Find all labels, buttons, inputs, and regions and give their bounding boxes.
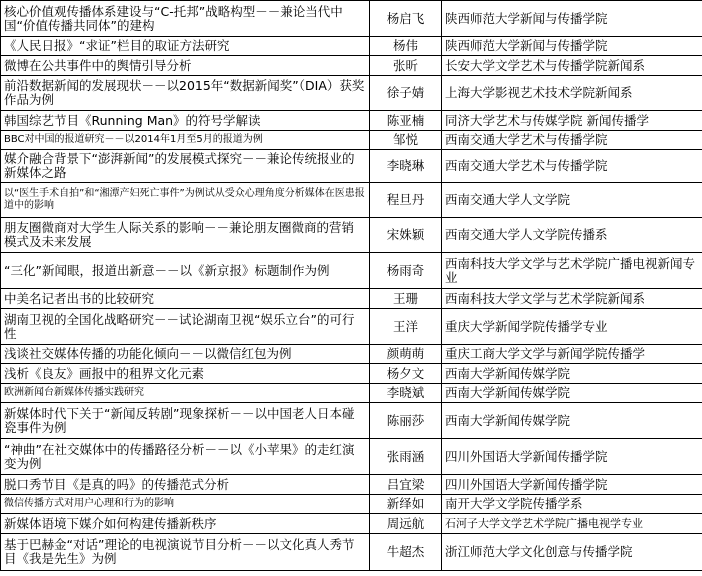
- paper-title-cell[interactable]: 浅析《良友》画报中的租界文化元素: [1, 364, 370, 384]
- school-cell[interactable]: 西南交通大学艺术与传播学院: [442, 150, 702, 183]
- school-cell[interactable]: 西南交通大学艺术与传播学院: [442, 131, 702, 150]
- author-cell[interactable]: 李晓斌: [370, 384, 442, 403]
- table-row: [1, 76, 702, 111]
- school-cell[interactable]: 西南交通大学人文学院: [442, 183, 702, 218]
- author-cell[interactable]: 邹悦: [370, 131, 442, 150]
- author-cell[interactable]: 张雨涵: [370, 439, 442, 475]
- school-cell[interactable]: 西南大学新闻传媒学院: [442, 384, 702, 403]
- paper-title-cell[interactable]: 新媒体语境下媒介如何构建传播新秩序: [1, 514, 370, 534]
- author-cell[interactable]: 陈丽莎: [370, 403, 442, 439]
- table-row: [1, 364, 702, 384]
- paper-title-cell[interactable]: 中美名记者出书的比较研究: [1, 289, 370, 309]
- school-cell[interactable]: 陕西师范大学新闻与传播学院: [442, 37, 702, 56]
- table-row: [1, 495, 702, 514]
- table-row: [1, 403, 702, 439]
- school-cell[interactable]: 西南大学新闻传媒学院: [442, 403, 702, 439]
- school-cell[interactable]: 四川外国语大学新闻传播学院: [442, 439, 702, 475]
- paper-title-cell[interactable]: 浅谈社交媒体传播的功能化倾向－－以微信红包为例: [1, 345, 370, 364]
- table-row: [1, 289, 702, 309]
- table-row: [1, 345, 702, 364]
- school-cell[interactable]: 重庆工商大学文学与新闻学院传播学: [442, 345, 702, 364]
- table-row: [1, 183, 702, 218]
- table-row: [1, 56, 702, 76]
- school-cell[interactable]: 南开大学文学院传播学系: [442, 495, 702, 514]
- author-cell[interactable]: 周远航: [370, 514, 442, 534]
- paper-title-cell[interactable]: “三化”新闻眼，报道出新意－－以《新京报》标题制作为例: [1, 253, 370, 289]
- table-row: [1, 253, 702, 289]
- paper-title-cell[interactable]: 微信传播方式对用户心理和行为的影响: [1, 495, 370, 514]
- author-cell[interactable]: 杨夕文: [370, 364, 442, 384]
- author-cell[interactable]: 颜萌萌: [370, 345, 442, 364]
- author-cell[interactable]: 牛超杰: [370, 534, 442, 571]
- school-cell[interactable]: 重庆大学新闻学院传播学专业: [442, 309, 702, 345]
- school-cell[interactable]: 四川外国语大学新闻传播学院: [442, 475, 702, 495]
- table-row: [1, 37, 702, 56]
- school-cell[interactable]: 西南科技大学文学与艺术学院新闻系: [442, 289, 702, 309]
- author-cell[interactable]: 新绎如: [370, 495, 442, 514]
- author-cell[interactable]: 杨启飞: [370, 1, 442, 37]
- table-row: [1, 439, 702, 475]
- author-cell[interactable]: 吕宜梁: [370, 475, 442, 495]
- author-cell[interactable]: 徐子婧: [370, 76, 442, 111]
- paper-title-cell[interactable]: 媒介融合背景下“澎湃新闻”的发展模式探究－－兼论传统报业的新媒体之路: [1, 150, 370, 183]
- table-row: [1, 384, 702, 403]
- school-cell[interactable]: 上海大学影视艺术技术学院新闻系: [442, 76, 702, 111]
- author-cell[interactable]: 杨雨奇: [370, 253, 442, 289]
- paper-title-cell[interactable]: 微博在公共事件中的舆情引导分析: [1, 56, 370, 76]
- table-row: [1, 514, 702, 534]
- table-row: [1, 534, 702, 571]
- paper-title-cell[interactable]: 韩国综艺节目《Running Man》的符号学解读: [1, 111, 370, 131]
- author-cell[interactable]: 李晓琳: [370, 150, 442, 183]
- school-cell[interactable]: 西南大学新闻传媒学院: [442, 364, 702, 384]
- author-cell[interactable]: 宋姝颖: [370, 218, 442, 253]
- table-row: [1, 475, 702, 495]
- paper-title-cell[interactable]: 基于巴赫金“对话”理论的电视演说节目分析－－以文化真人秀节目《我是先生》为例: [1, 534, 370, 571]
- paper-title-cell[interactable]: “神曲”在社交媒体中的传播路径分析－－以《小苹果》的走红演变为例: [1, 439, 370, 475]
- paper-title-cell[interactable]: 湖南卫视的全国化战略研究－－试论湖南卫视“娱乐立台”的可行性: [1, 309, 370, 345]
- paper-title-cell[interactable]: 以“医生手术自拍”和“湘潭产妇死亡事件”为例试从受众心理角度分析媒体在医患报道中的影响: [1, 183, 370, 218]
- paper-title-cell[interactable]: 欧洲新闻台新媒体传播实践研究: [1, 384, 370, 403]
- school-cell[interactable]: 陕西师范大学新闻与传播学院: [442, 1, 702, 37]
- school-cell[interactable]: 长安大学文学艺术与传播学院新闻系: [442, 56, 702, 76]
- school-cell[interactable]: 西南交通大学人文学院传播系: [442, 218, 702, 253]
- school-cell[interactable]: 石河子大学文学艺术学院广播电视学专业: [442, 514, 702, 534]
- table-row: [1, 309, 702, 345]
- table-row: [1, 111, 702, 131]
- paper-title-cell[interactable]: BBC对中国的报道研究－－以2014年1月至5月的报道为例: [1, 131, 370, 150]
- school-cell[interactable]: 同济大学艺术与传媒学院 新闻传播学: [442, 111, 702, 131]
- paper-title-cell[interactable]: 新媒体时代下关于“新闻反转剧”现象探析－－以中国老人日本碰瓷事件为例: [1, 403, 370, 439]
- author-cell[interactable]: 王洋: [370, 309, 442, 345]
- author-cell[interactable]: 陈亚楠: [370, 111, 442, 131]
- author-cell[interactable]: 张昕: [370, 56, 442, 76]
- paper-title-cell[interactable]: 朋友圈微商对大学生人际关系的影响－－兼论朋友圈微商的营销模式及未来发展: [1, 218, 370, 253]
- author-cell[interactable]: 程旦丹: [370, 183, 442, 218]
- paper-title-cell[interactable]: 核心价值观传播体系建设与“C-托邦”战略构型－－兼论当代中国“价值传播共同体”的建构: [1, 1, 370, 37]
- author-cell[interactable]: 杨伟: [370, 37, 442, 56]
- table-row: [1, 1, 702, 37]
- author-cell[interactable]: 王珊: [370, 289, 442, 309]
- paper-title-cell[interactable]: 脱口秀节目《是真的吗》的传播范式分析: [1, 475, 370, 495]
- paper-title-cell[interactable]: 《人民日报》“求证”栏目的取证方法研究: [1, 37, 370, 56]
- table-row: [1, 218, 702, 253]
- school-cell[interactable]: 西南科技大学文学与艺术学院广播电视新闻专业: [442, 253, 702, 289]
- table-row: [1, 150, 702, 183]
- table-row: [1, 131, 702, 150]
- school-cell[interactable]: 浙江师范大学文化创意与传播学院: [442, 534, 702, 571]
- paper-title-cell[interactable]: 前沿数据新闻的发展现状－－以2015年“数据新闻奖”（DIA）获奖作品为例: [1, 76, 370, 111]
